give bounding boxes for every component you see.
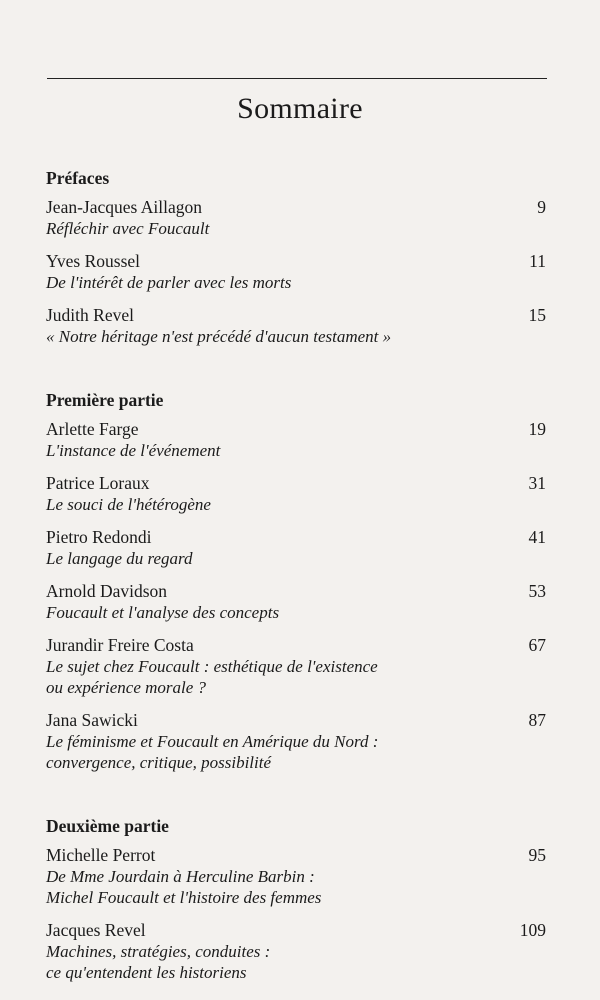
entry-title: Le langage du regard — [46, 549, 193, 568]
toc-entry — [46, 845, 546, 908]
entry-title: « Notre héritage n'est précédé d'aucun testament » — [46, 327, 392, 346]
entry-page-number: 67 — [528, 635, 546, 655]
entry-author: Jurandir Freire Costa — [46, 635, 194, 655]
entry-title-line-2: Michel Foucault et l'histoire des femmes — [46, 888, 322, 907]
entry-title-line-2: ce qu'entendent les historiens — [46, 963, 247, 982]
entry-page-number: 31 — [528, 473, 546, 493]
toc-section-prefaces — [46, 166, 546, 347]
entry-title: L'instance de l'événement — [46, 441, 221, 460]
entry-author: Jacques Revel — [46, 920, 146, 940]
toc-entry — [46, 251, 546, 293]
entry-page-number: 9 — [537, 197, 546, 217]
entry-page-number: 87 — [528, 710, 546, 730]
entry-page-number: 41 — [528, 527, 546, 547]
entry-author: Judith Revel — [46, 305, 134, 325]
entry-title-line-1: De Mme Jourdain à Herculine Barbin : — [46, 867, 315, 886]
toc-section-premiere-partie — [46, 388, 546, 773]
entry-title: De l'intérêt de parler avec les morts — [46, 273, 292, 292]
entry-author: Jana Sawicki — [46, 710, 138, 730]
toc-entry — [46, 473, 546, 515]
entry-title: Foucault et l'analyse des concepts — [46, 603, 280, 622]
entry-page-number: 109 — [519, 920, 546, 940]
entry-author: Michelle Perrot — [46, 845, 156, 865]
top-rule — [47, 78, 547, 79]
entry-page-number: 19 — [528, 419, 546, 439]
section-heading: Première partie — [46, 390, 164, 410]
entry-author: Arnold Davidson — [46, 581, 168, 601]
entry-page-number: 53 — [528, 581, 546, 601]
table-of-contents — [46, 166, 546, 983]
toc-entry — [46, 419, 546, 461]
toc-entry — [46, 635, 546, 698]
section-spacer — [46, 347, 546, 388]
entry-author: Pietro Redondi — [46, 527, 152, 547]
entry-title: Réfléchir avec Foucault — [46, 219, 210, 238]
toc-entry — [46, 197, 546, 239]
entry-page-number: 11 — [529, 251, 546, 271]
section-heading: Préfaces — [46, 168, 110, 188]
entry-title-line-1: Machines, stratégies, conduites : — [46, 942, 271, 961]
toc-entry — [46, 710, 546, 773]
entry-title-line-1: Le féminisme et Foucault en Amérique du Nord : — [46, 732, 379, 751]
entry-title: Le souci de l'hétérogène — [46, 495, 211, 514]
entry-author: Patrice Loraux — [46, 473, 150, 493]
entry-author: Arlette Farge — [46, 419, 139, 439]
entry-title-line-2: ou expérience morale ? — [46, 678, 207, 697]
entry-title-line-1: Le sujet chez Foucault : esthétique de l'existence — [46, 657, 378, 676]
entry-author: Yves Roussel — [46, 251, 141, 271]
section-heading: Deuxième partie — [46, 816, 169, 836]
toc-entry — [46, 527, 546, 569]
section-spacer — [46, 773, 546, 814]
toc-section-deuxieme-partie — [46, 814, 546, 983]
toc-entry — [46, 920, 546, 983]
toc-entry — [46, 305, 546, 347]
entry-author: Jean-Jacques Aillagon — [46, 197, 202, 217]
toc-entry — [46, 581, 546, 623]
page-title: Sommaire — [237, 92, 363, 125]
entry-title-line-2: convergence, critique, possibilité — [46, 753, 272, 772]
entry-page-number: 15 — [528, 305, 546, 325]
entry-page-number: 95 — [528, 845, 546, 865]
